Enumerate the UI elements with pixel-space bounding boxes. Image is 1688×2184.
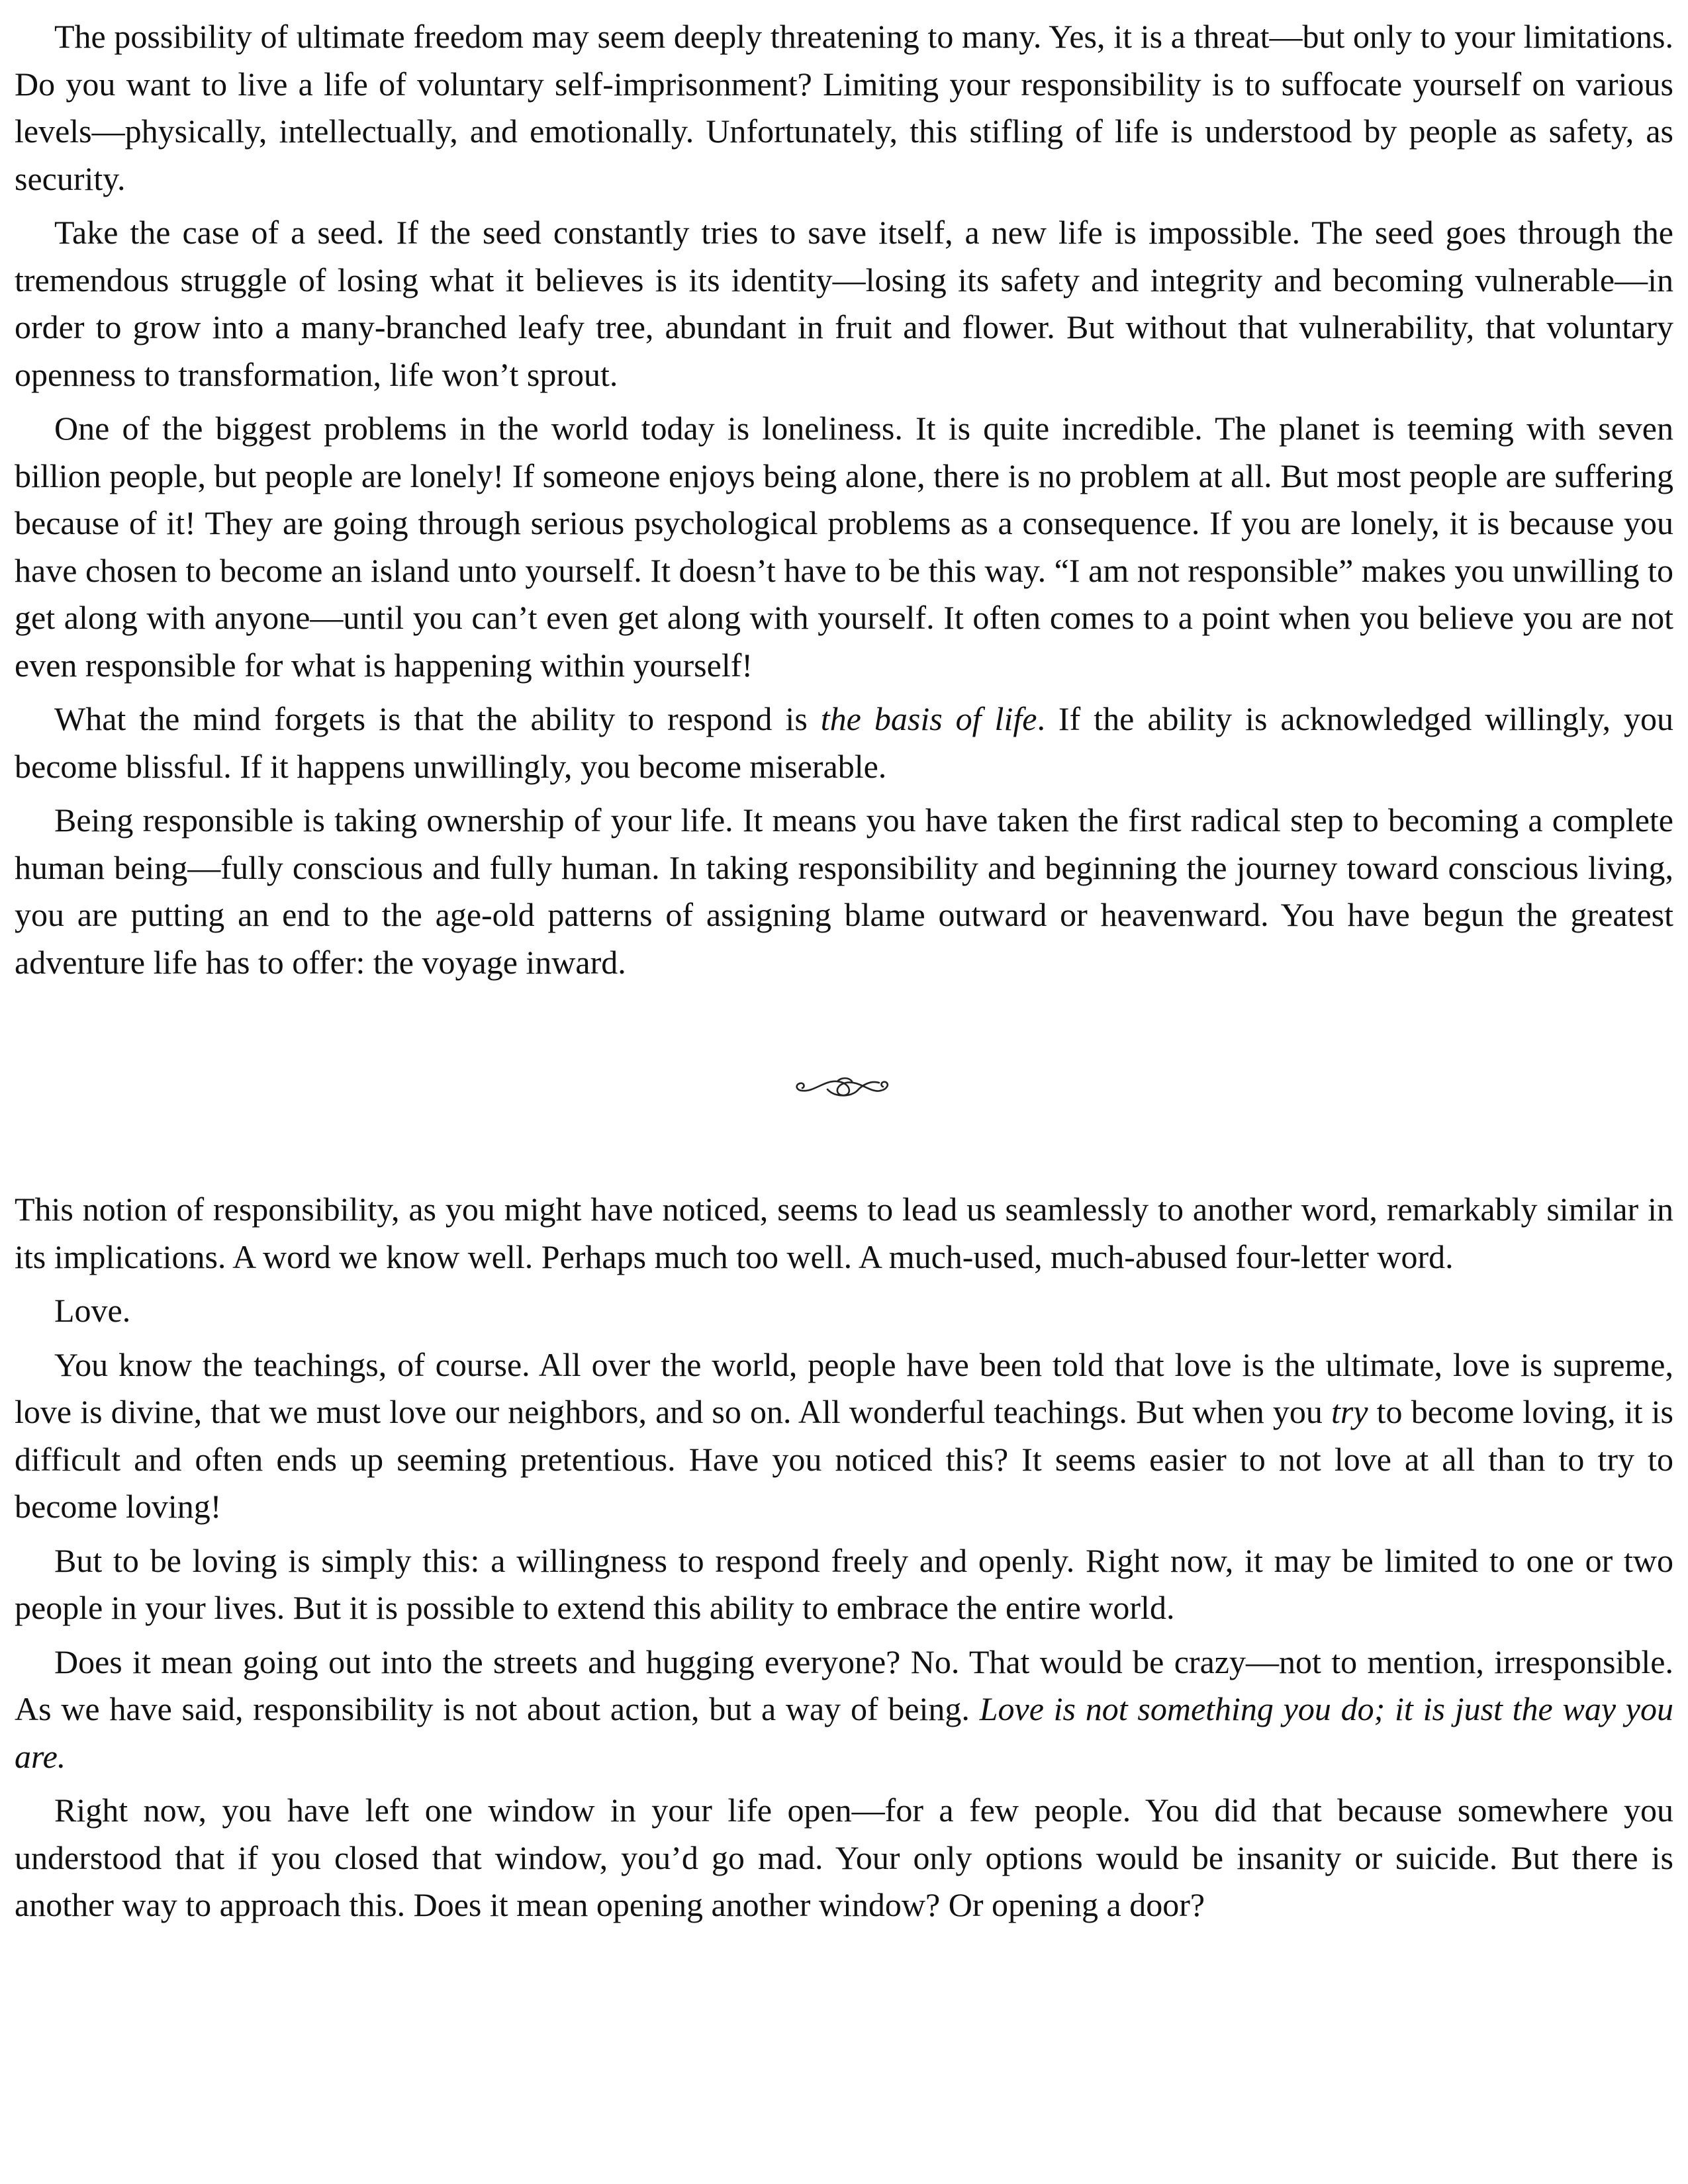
- text-segment: to become loving, it is difficult and often ends up seeming pretentious. Have you noticed this? It seems easier to not love at all than to try to become loving!: [15, 1393, 1673, 1525]
- paragraph-love: Love.: [54, 1292, 131, 1329]
- text-segment: You know the teachings, of course. All over the world, people have been told that love is the ultimate, love is supreme, love is divine, that we must love our neighbors, and so on. All wonderful teachings. But when you: [15, 1345, 1673, 1430]
- paragraph-window: Right now, you have left one window in your life open—for a few people. You did that because somewhere you understood that if you closed that window, you’d go mad. Your only options would be insanity or suicide. But there is another way to approach this. Does it mean opening another window? Or opening a door?: [15, 1792, 1673, 1923]
- flourish-ornament-icon: [788, 1071, 900, 1104]
- text-segment: What the mind forgets is that the ability to respond is: [54, 700, 821, 737]
- section-divider: [15, 993, 1673, 1182]
- paragraph-hugging-everyone: [15, 1639, 1673, 1781]
- paragraph-being-responsible: Being responsible is taking ownership of your life. It means you have taken the first radical step to becoming a complete human being—fully conscious and fully human. In taking responsibility and beginning the journey toward conscious living, you are putting an end to the age-old patterns of assigning blame outward or heavenward. You have begun the greatest adventure life has to offer: the voyage inward.: [15, 801, 1673, 981]
- italic-phrase: the basis of life: [820, 700, 1037, 737]
- text-segment: . If the ability is acknowledged willingly, you become blissful. If it happens unwillingly, you become miserable.: [15, 700, 1674, 785]
- paragraph-ability-to-respond: [15, 696, 1673, 790]
- paragraph-teachings: [15, 1342, 1673, 1531]
- book-page: [15, 13, 1673, 1936]
- text-segment: Does it mean going out into the streets and hugging everyone? No. That would be crazy—not to mention, irresponsible. As we have said, responsibility is not about action, but a way of being.: [15, 1643, 1673, 1727]
- paragraph-freedom: The possibility of ultimate freedom may seem deeply threatening to many. Yes, it is a threat—but only to your limitations. Do you want to live a life of voluntary self-imprisonment? Limiting your responsibility is to suffocate yourself on various levels—physically, intellectually, and emotionally. Unfortunately, this stifling of life is understood by people as safety, as security.: [15, 18, 1673, 197]
- paragraph-to-be-loving: But to be loving is simply this: a willingness to respond freely and openly. Right now, it may be limited to one or two people in your lives. But it is possible to extend this ability to embrace the entire world.: [15, 1541, 1673, 1626]
- paragraph-seed: Take the case of a seed. If the seed constantly tries to save itself, a new life is impossible. The seed goes through the tremendous struggle of losing what it believes is its identity—losing its safety and integrity and becoming vulnerable—in order to grow into a many-branched leafy tree, abundant in fruit and flower. But without that vulnerability, that voluntary openness to transformation, life won’t sprout.: [15, 214, 1673, 393]
- paragraph-loneliness: One of the biggest problems in the world today is loneliness. It is quite incredible. The planet is teeming with seven billion people, but people are lonely! If someone enjoys being alone, there is no problem at all. But most people are suffering because of it! They are going through serious psychological problems as a consequence. If you are lonely, it is because you have chosen to become an island unto yourself. It doesn’t have to be this way. “I am not responsible” makes you unwilling to get along with anyone—until you can’t even get along with yourself. It often comes to a point when you believe you are not even responsible for what is happening within yourself!: [15, 410, 1673, 684]
- italic-phrase: try: [1331, 1393, 1368, 1430]
- italic-phrase: Love is not something you do; it is just the way you are.: [15, 1690, 1673, 1775]
- paragraph-notion-of-responsibility: This notion of responsibility, as you might have noticed, seems to lead us seamlessly to another word, remarkably similar in its implications. A word we know well. Perhaps much too well. A much-used, much-abused four-letter word.: [15, 1191, 1673, 1275]
